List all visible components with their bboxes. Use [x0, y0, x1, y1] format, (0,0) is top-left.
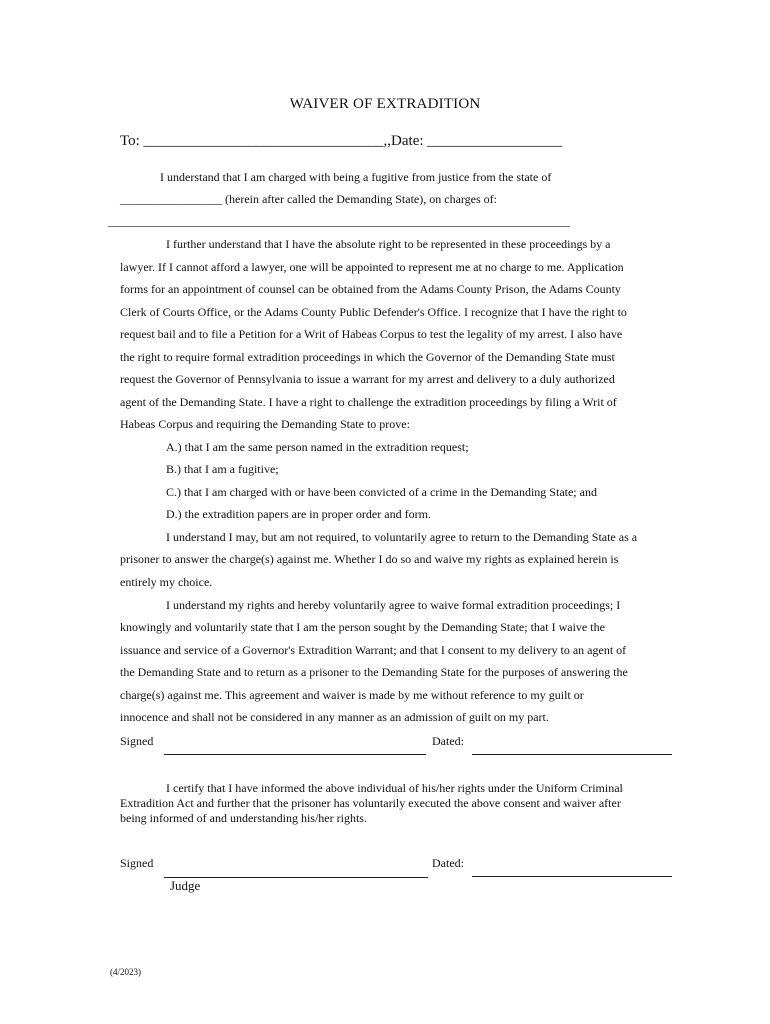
body-line: forms for an appointment of counsel can be obtained from the Adams County Prison, the Adams County — [120, 282, 621, 296]
revision-date: (4/2023) — [110, 967, 141, 977]
body-line: request bail and to file a Petition for a Writ of Habeas Corpus to test the legality of my arrest. I also have — [120, 327, 623, 341]
body-line: I further understand that I have the absolute right to be represented in these proceedings by a — [166, 237, 611, 251]
body-line: I understand I may, but am not required, to voluntarily agree to return to the Demanding State as a — [166, 530, 638, 544]
date-line[interactable] — [472, 754, 672, 755]
body-line: request the Governor of Pennsylvania to issue a warrant for my arrest and delivery to a duly authorized — [120, 372, 615, 386]
body-line: entirely my choice. — [120, 575, 213, 589]
body-line: charge(s) against me. This agreement and waiver is made by me without reference to my guilt or — [120, 688, 584, 702]
body-line: knowingly and voluntarily state that I am the person sought by the Demanding State; that I waive the — [120, 620, 605, 634]
list-item-b: B.) that I am a fugitive; — [166, 462, 279, 476]
body-line: prisoner to answer the charge(s) against me. Whether I do so and waive my rights as explained herein is — [120, 552, 619, 566]
document-title: WAIVER OF EXTRADITION — [289, 96, 481, 112]
list-item-a: A.) that I am the same person named in the extradition request; — [166, 440, 469, 454]
intro-line-2: _________________ (herein after called the Demanding State), on charges of: — [120, 192, 497, 206]
judge-signature-line[interactable] — [164, 877, 428, 878]
certify-line: I certify that I have informed the above individual of his/her rights under the Uniform Criminal — [166, 781, 623, 795]
judge-dated-label: Dated: — [432, 856, 464, 870]
dated-label: Dated: — [432, 734, 464, 748]
body-line: innocence and shall not be considered in any manner as an admission of guilt on my part. — [120, 710, 549, 724]
body-line: the Demanding State and to return as a prisoner to the Demanding State for the purposes of answering the — [120, 665, 628, 679]
list-item-d: D.) the extradition papers are in proper order and form. — [166, 507, 431, 521]
body-line: I understand my rights and hereby voluntarily agree to waive formal extradition proceedings; I — [166, 598, 621, 612]
body-line: Clerk of Courts Office, or the Adams County Public Defender's Office. I recognize that I have the right to — [120, 305, 627, 319]
body-line: the right to require formal extradition proceedings in which the Governor of the Demanding State must — [120, 350, 615, 364]
judge-signed-label: Signed — [120, 856, 154, 870]
certify-line: being informed of and understanding his/her rights. — [120, 811, 367, 825]
charges-blank-line: _____________________________________________________________________________ — [108, 214, 570, 228]
body-line: issuance and service of a Governor's Extradition Warrant; and that I consent to my delivery to an agent of — [120, 643, 627, 657]
signed-label: Signed — [120, 734, 154, 748]
body-line: Habeas Corpus and requiring the Demanding State to prove: — [120, 417, 410, 431]
judge-date-line[interactable] — [472, 876, 672, 877]
certify-line: Extradition Act and further that the prisoner has voluntarily executed the above consent and waiver after — [120, 796, 621, 810]
to-date-line: To: ________________________________,,Date: __________________ — [120, 133, 563, 149]
signature-line[interactable] — [164, 754, 426, 755]
body-line: agent of the Demanding State. I have a right to challenge the extradition proceedings by filing a Writ of — [120, 395, 617, 409]
judge-label: Judge — [170, 878, 201, 893]
body-line: lawyer. If I cannot afford a lawyer, one will be appointed to represent me at no charge to me. Application — [120, 260, 624, 274]
list-item-c: C.) that I am charged with or have been convicted of a crime in the Demanding State; and — [166, 485, 597, 499]
intro-line-1: I understand that I am charged with being a fugitive from justice from the state of — [160, 170, 552, 184]
